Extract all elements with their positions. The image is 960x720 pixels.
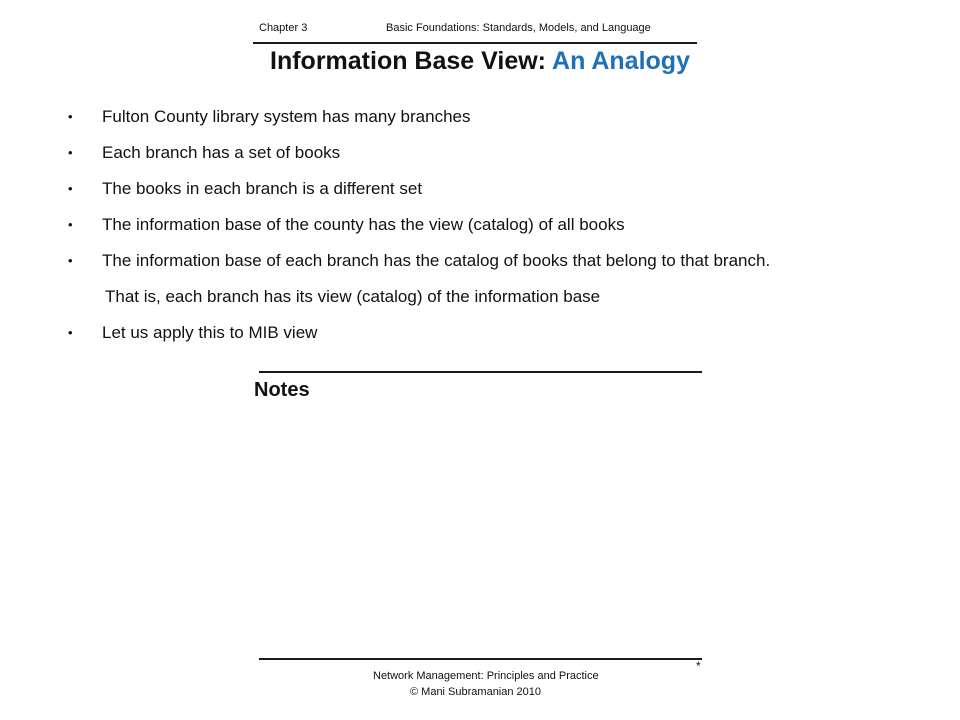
bullet-icon: • — [68, 217, 73, 232]
bullet-text: The books in each branch is a different set — [102, 179, 423, 198]
bullet-text: The information base of the county has the view (catalog) of all books — [102, 215, 625, 234]
slide-title-accent: An Analogy — [552, 47, 690, 75]
bullet-icon: • — [68, 325, 73, 340]
bullet-text: Each branch has a set of books — [102, 143, 341, 162]
bullet-item — [68, 143, 340, 163]
bullet-item — [68, 215, 625, 235]
bullet-item — [68, 179, 422, 199]
bullet-icon: • — [68, 181, 73, 196]
notes-label: Notes — [254, 379, 310, 401]
header-chapter: Chapter 3 — [259, 22, 308, 34]
footer-divider — [259, 658, 702, 660]
footer-mark: * — [696, 659, 701, 673]
header-subject: Basic Foundations: Standards, Models, and Language — [386, 22, 651, 34]
bullet-item — [68, 323, 317, 343]
bullet-item — [68, 107, 471, 127]
bullet-continuation: That is, each branch has its view (catalog) of the information base — [105, 287, 601, 306]
bullet-icon: • — [68, 253, 73, 268]
footer-copyright: © Mani Subramanian 2010 — [410, 686, 542, 698]
bullet-text: Fulton County library system has many branches — [102, 107, 471, 126]
bullet-icon: • — [68, 145, 73, 160]
notes-divider — [259, 371, 702, 373]
slide-title — [0, 47, 960, 76]
footer-book-title: Network Management: Principles and Practice — [373, 670, 599, 682]
bullet-item — [68, 251, 770, 271]
bullet-text: Let us apply this to MIB view — [102, 323, 318, 342]
bullet-text: The information base of each branch has the catalog of books that belong to that branch. — [102, 251, 771, 270]
slide-title-main: Information Base View: — [270, 47, 553, 75]
header-divider — [253, 42, 697, 44]
bullet-icon: • — [68, 109, 73, 124]
